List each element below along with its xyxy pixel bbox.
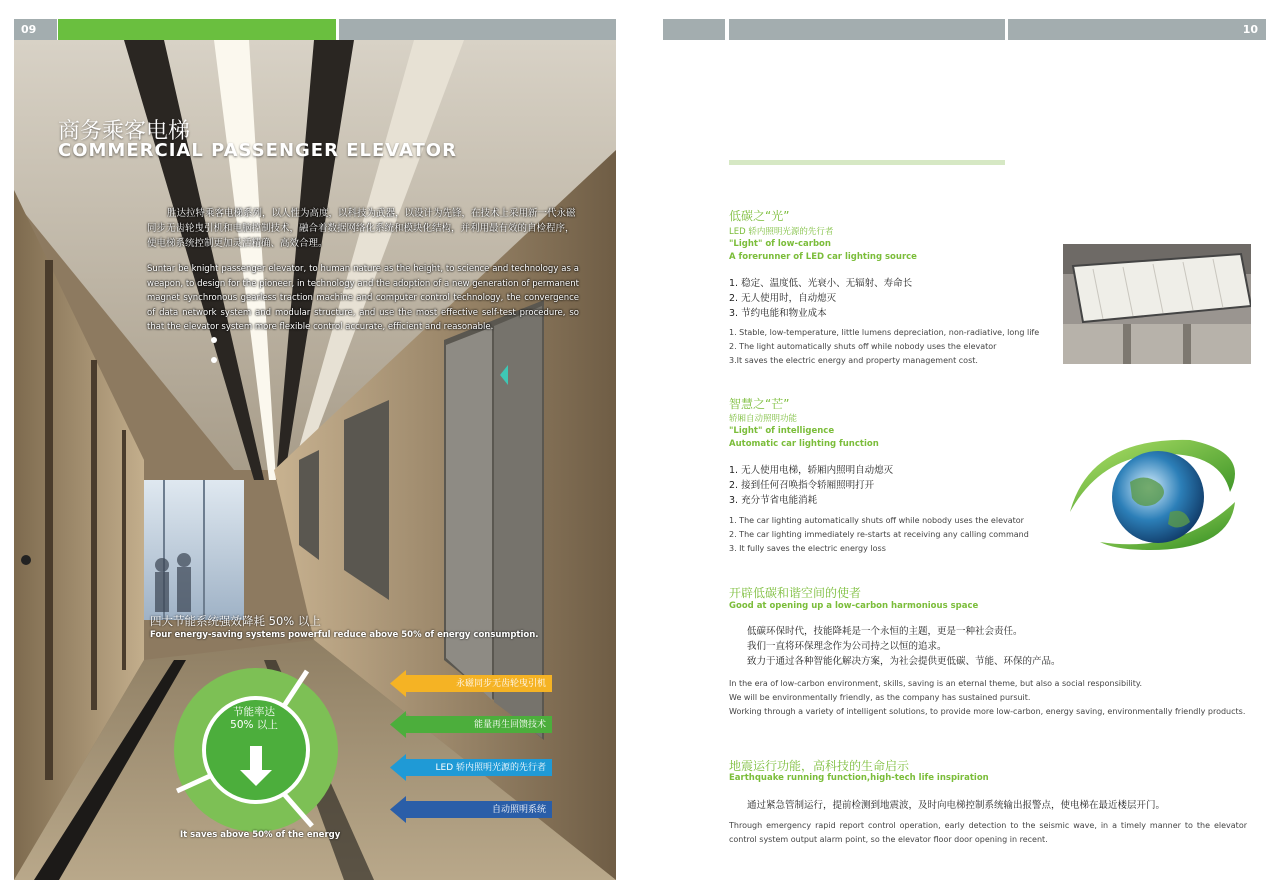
right-header-gray-bar-2: [729, 19, 1005, 40]
feature-arrow-traction-machine: [390, 670, 552, 697]
intelligence-item-cn-1: 1. 无人使用电梯，轿厢内照明自动熄灭: [729, 465, 894, 476]
lowcarbon-line-cn-3: 致力于通过各种智能化解决方案，为社会提供更低碳、节能、环保的产品。: [747, 656, 1061, 667]
led-item-cn-2: 2. 无人使用时，自动熄灭: [729, 293, 837, 304]
energy-saving-heading-cn: 四大节能系统强效降耗 50% 以上: [150, 614, 321, 628]
led-item-cn-1: 1. 稳定、温度低、光衰小、无辐射、寿命长: [729, 278, 913, 289]
page-title-en: COMMERCIAL PASSENGER ELEVATOR: [58, 140, 457, 161]
right-page-number-tab: [1008, 19, 1266, 40]
feature-arrow-led-lighting: [390, 754, 552, 781]
right-header-gray-bar-1: [663, 19, 725, 40]
right-page-divider: [729, 160, 1005, 165]
earth-globe-image: [1060, 432, 1252, 554]
intelligence-item-cn-2: 2. 接到任何召唤指令轿厢照明打开: [729, 480, 875, 491]
intro-paragraph-cn: 胜达拉特乘客电梯系列，以人性为高度，以科技为武器，以设计为先锋，在技术上采用新一代永磁同步无齿轮曳引机和电脑控制技术，融合着数据网络化系统和模块化结构，并利用最有效的自检程序，使电梯系统控制更加灵活精确、高效合理。: [147, 208, 576, 249]
page-title-cn: 商务乘客电梯: [58, 119, 191, 144]
circle-label-line1: 节能率达: [233, 706, 275, 718]
led-subtitle-cn: LED 轿内照明光源的先行者: [729, 227, 834, 237]
feature-label-energy-regeneration: 能量再生回馈技术: [473, 720, 546, 730]
led-item-cn-3: 3. 节约电能和物业成本: [729, 308, 827, 319]
earthquake-title-en: Earthquake running function,high-tech life inspiration: [729, 773, 989, 783]
left-page-number: 09: [21, 23, 37, 36]
circle-label-line2: 50% 以上: [230, 719, 278, 731]
earthquake-line-cn: 通过紧急管制运行，提前检测到地震波，及时向电梯控制系统输出报警点，使电梯在最近楼层开门。: [747, 800, 1166, 811]
earthquake-title-cn: 地震运行功能，高科技的生命启示: [729, 759, 910, 773]
lowcarbon-title-cn: 开辟低碳和谐空间的使者: [729, 586, 862, 600]
feature-label-led-lighting: LED 轿内照明光源的先行者: [435, 763, 546, 773]
feature-arrow-energy-regeneration: [390, 711, 552, 738]
lowcarbon-line-cn-2: 我们一直将环保理念作为公司持之以恒的追求。: [747, 641, 947, 652]
intelligence-subtitle-cn: 轿厢自动照明功能: [729, 414, 798, 424]
right-page-number: 10: [1242, 23, 1258, 36]
intelligence-item-en-1: 1. The car lighting automatically shuts off while nobody uses the elevator: [729, 516, 1024, 525]
led-item-en-3: 3.It saves the electric energy and property management cost.: [729, 356, 978, 365]
lowcarbon-title-en: Good at opening up a low-carbon harmonious space: [729, 601, 979, 611]
intelligence-subtitle-en: Automatic car lighting function: [729, 439, 879, 449]
led-title-en: "Light" of low-carbon: [729, 239, 831, 249]
led-ceiling-photo: [1063, 244, 1251, 364]
intelligence-item-cn-3: 3. 充分节省电能消耗: [729, 495, 818, 506]
intelligence-item-en-2: 2. The car lighting immediately re-starts at receiving any calling command: [729, 530, 1029, 539]
intelligence-title-en: "Light" of intelligence: [729, 426, 835, 436]
energy-caption: It saves above 50% of the energy: [180, 830, 341, 840]
left-header-green-bar: [58, 19, 336, 40]
left-header-gray-bar: [339, 19, 616, 40]
lowcarbon-paragraph-en: In the era of low-carbon environment, skills, saving is an eternal theme, but also a social responsibility. We will be environmentally friendly, as the company has sustained pursuit. Working through a variety of intelligent solutions, to provide more low-carbon, energy saving, environmentally friendly products.: [729, 679, 1246, 716]
lowcarbon-line-cn-1: 低碳环保时代，技能降耗是一个永恒的主题，更是一种社会责任。: [747, 626, 1023, 637]
feature-label-auto-lighting: 自动照明系统: [491, 805, 546, 815]
led-item-en-2: 2. The light automatically shuts off while nobody uses the elevator: [729, 342, 997, 351]
intelligence-title-cn: 智慧之“芒”: [729, 397, 790, 411]
led-subtitle-en: A forerunner of LED car lighting source: [729, 252, 917, 262]
led-item-en-1: 1. Stable, low-temperature, little lumens depreciation, non-radiative, long life: [729, 328, 1040, 337]
intro-paragraph-en: Suntar be knight passenger elevator, to human nature as the height, to science and technology as a weapon, to design for the pioneer, in technology and the adoption of a new generation of permanent magnet synchronous gearless traction machine and computer control technology, the convergence of data network system and modular structure, and use the most effective self-test procedure, so that the elevator system more flexible control accurate, efficient and reasonable.: [147, 264, 579, 332]
feature-label-traction-machine: 永磁同步无齿轮曳引机: [455, 679, 546, 689]
led-title-cn: 低碳之“光”: [729, 209, 790, 223]
feature-arrow-auto-lighting: [390, 796, 552, 823]
energy-saving-heading-en: Four energy-saving systems powerful reduce above 50% of energy consumption.: [150, 630, 539, 640]
energy-saving-circle: [172, 666, 340, 834]
intelligence-item-en-3: 3. It fully saves the electric energy loss: [729, 544, 886, 553]
earthquake-paragraph-en: Through emergency rapid report control operation, early detection to the seismic wave, in a timely manner to the elevator control system output alarm point, so the elevator floor door opening in recent.: [729, 821, 1247, 844]
left-page-number-tab: [14, 19, 57, 40]
elevator-lobby-photo: [14, 40, 616, 880]
